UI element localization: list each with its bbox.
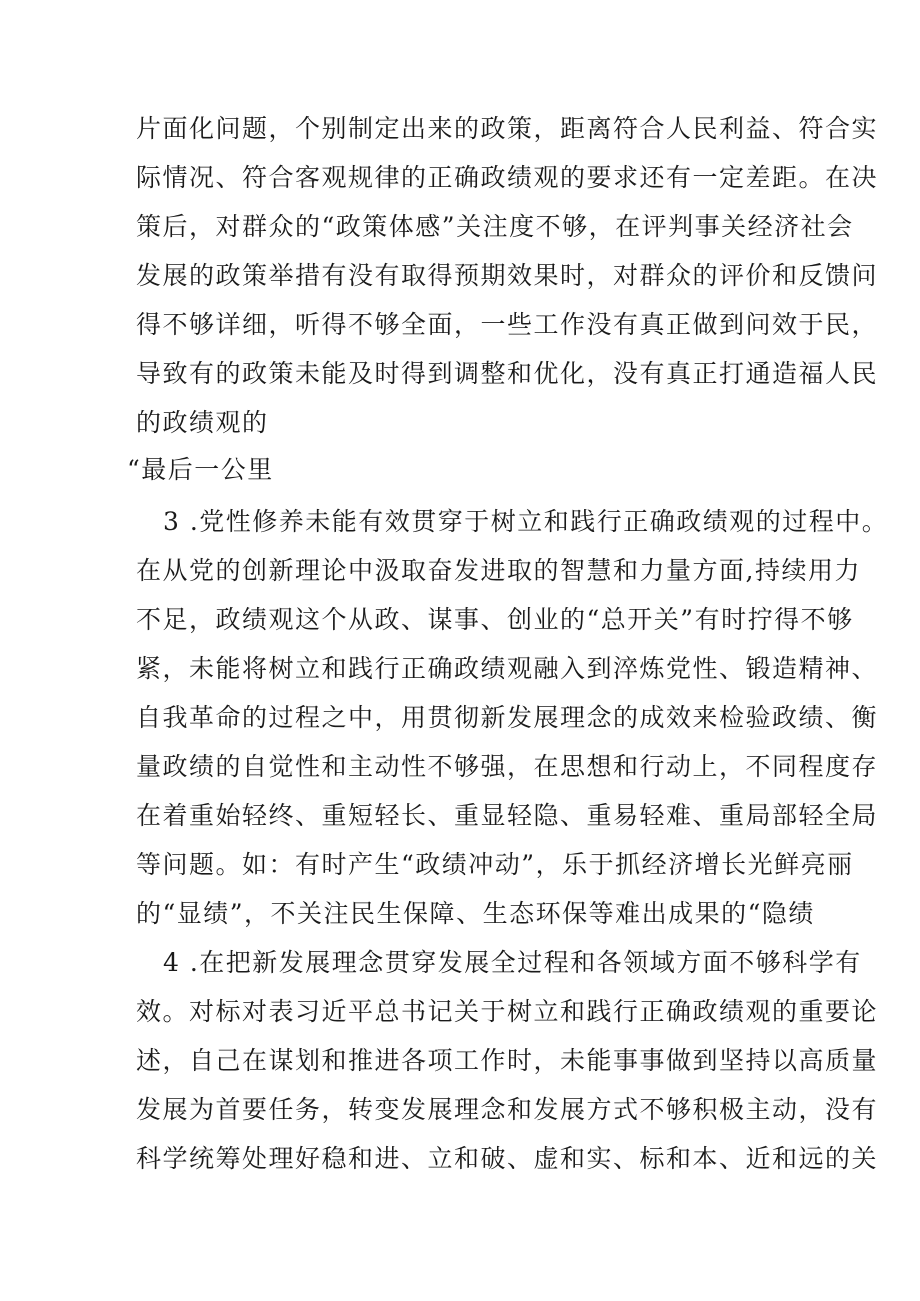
body-text-line: 自我革命的过程之中，用贯彻新发展理念的成效来检验政绩、衡 <box>136 703 879 732</box>
body-text-line: 在着重始轻终、重短轻长、重显轻隐、重易轻难、重局部轻全局 <box>136 801 879 830</box>
body-text-line: 不足，政绩观这个从政、谋事、创业的“总开关”有时拧得不够 <box>136 605 854 634</box>
body-text-line: 发展为首要任务，转变发展理念和发展方式不够积极主动，没有 <box>136 1095 879 1124</box>
body-text-line: “最后一公里 <box>127 455 274 484</box>
body-text-line: 得不够详细，听得不够全面，一些工作没有真正做到问效于民， <box>136 310 879 339</box>
body-text-line: 片面化问题，个别制定出来的政策，距离符合人民利益、符合实 <box>136 114 879 143</box>
body-text-line: 际情况、符合客观规律的正确政绩观的要求还有一定差距。在决 <box>136 163 879 192</box>
body-text-line: 的政绩观的 <box>136 408 269 437</box>
body-text-line: 等问题。如：有时产生“政绩冲动”，乐于抓经济增长光鲜亮丽 <box>136 850 854 879</box>
body-text-line: 策后，对群众的“政策体感”关注度不够，在评判事关经济社会 <box>136 212 854 241</box>
section-heading-4: 4 .在把新发展理念贯穿发展全过程和各领域方面不够科学有 <box>163 948 862 977</box>
body-text-line: 导致有的政策未能及时得到调整和优化，没有真正打通造福人民 <box>136 359 879 388</box>
body-text-line: 述，自己在谋划和推进各项工作时，未能事事做到坚持以高质量 <box>136 1046 879 1075</box>
section-heading-3: 3 .党性修养未能有效贯穿于树立和践行正确政绩观的过程中。 <box>163 507 889 536</box>
body-text-line: 效。对标对表习近平总书记关于树立和践行正确政绩观的重要论 <box>136 997 879 1026</box>
body-text-line: 在从党的创新理论中汲取奋发进取的智慧和力量方面,持续用力 <box>136 556 861 585</box>
body-text-line: 量政绩的自觉性和主动性不够强，在思想和行动上，不同程度存 <box>136 752 879 781</box>
body-text-line: 紧，未能将树立和践行正确政绩观融入到淬炼党性、锻造精神、 <box>136 654 879 683</box>
body-text-line: 发展的政策举措有没有取得预期效果时，对群众的评价和反馈问 <box>136 261 879 290</box>
body-text-line: 的“显绩”，不关注民生保障、生态环保等难出成果的“隐绩 <box>136 899 815 928</box>
body-text-line: 科学统筹处理好稳和进、立和破、虚和实、标和本、近和远的关 <box>136 1144 879 1173</box>
